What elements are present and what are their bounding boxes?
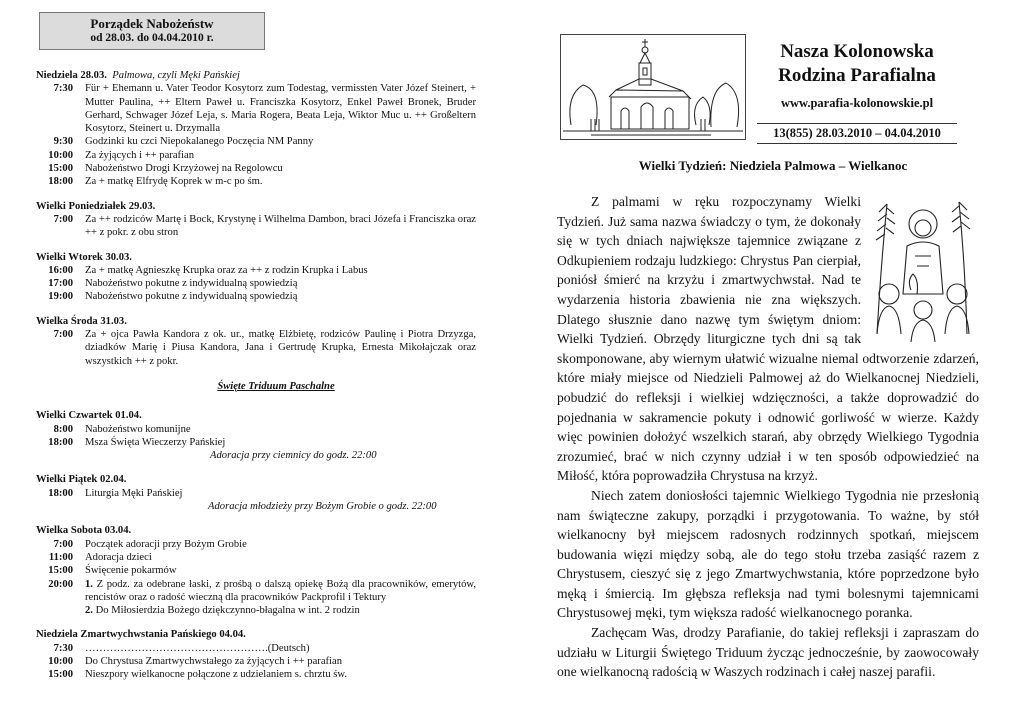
schedule-entry: 15:00 Święcenie pokarmów bbox=[48, 565, 177, 577]
article-paragraph: Zachęcam Was, drodzy Parafianie, do takiej refleksji i zapraszam do udziału w Liturgii Świętego Triduum życząc jednocześnie, by zaowocowały one wielkanocną radością w Waszych rodzinach i całej naszej parafii. bbox=[557, 625, 979, 680]
schedule-note: Adoracja młodzieży przy Bożym Grobie o godz. 22:00 bbox=[208, 501, 437, 513]
day-title: Wielka Sobota 03.04. bbox=[36, 525, 132, 537]
schedule-entry: 7:00 Za + ojca Pawła Kandora z ok. ur., matkę Elżbietę, rodziców Paulinę i Piotra Drzyzga, dziadków Marię i Piusa Kandora, Jana i Gertrudę Krupka, Ernesta Mikołajczak oraz wszystkich ++ z pokr. bbox=[53, 329, 476, 367]
day-title: Wielka Środa 31.03. bbox=[36, 315, 127, 327]
day-wednesday bbox=[36, 315, 476, 368]
schedule-entry: 18:00 Za + matkę Elfrydę Koprek w m-c po śm. bbox=[48, 176, 263, 188]
day-sunday bbox=[36, 69, 476, 189]
schedule-entry: 7:00 Początek adoracji przy Bożym Grobie bbox=[53, 538, 247, 550]
schedule-entry: 15:00 Nieszpory wielkanocne połączone z udzielaniem s. chrztu św. bbox=[48, 669, 347, 681]
schedule-entry: 17:00 Nabożeństwo pokutne z indywidualną spowiedzią bbox=[48, 278, 298, 290]
schedule-entry: 18:00 Liturgia Męki Pańskiej bbox=[48, 487, 183, 499]
triduum-heading: Święte Triduum Paschalne bbox=[217, 380, 335, 392]
day-title: Wielki Czwartek 01.04. bbox=[36, 410, 142, 422]
day-easter bbox=[36, 628, 476, 681]
masthead-line2: Rodzina Parafialna bbox=[778, 65, 936, 86]
schedule-entry: 9:30 Godzinki ku czci Niepokalanego Poczęcia NM Panny bbox=[53, 136, 314, 148]
schedule-entry: 11:00 Adoracja dzieci bbox=[48, 551, 152, 563]
schedule-entry: 7:30 Für + Ehemann u. Vater Teodor Kosytorz zum Todestag, vermissten Vater Józef Steinert, + Mutter Paulina, ++ Eltern Paweł u. Franciszka Kosytorz, Enkel Paweł Bronek, Bruder Gerhard, Schwager Józef Leja, s. Maria Rogera, Beata Leja, Wiktor Muc u. ++ Großeltern Kosytorz, Steinert u. Drzymalla bbox=[53, 83, 476, 135]
article-paragraph: Niech zatem doniosłości tajemnic Wielkiego Tygodnia nie przesłonią nam świąteczne zakupy, porządki i przygotowania. To ważne, by stół wielkanocny był miejscem radosnych rodzinnych spotkań, miejscem budowania więzi między sobą, ale do tego stołu trzeba zasiąść razem z Chrystusem, cieszyć się z jego Zmartwychwstania, które poprzedzone było męką i śmiercią. Im głębsza refleksja nad tymi bolesnymi tajemnicami Chrystusowej męki, tym większa radość wielkanocnego poranka. bbox=[557, 487, 979, 621]
article-paragraph: Z palmami w ręku rozpoczynamy Wielki Tydzień. Już sama nazwa świadczy o tym, że dokonały się w tych dniach największe tajemnice związane z Odkupieniem rodzaju ludzkiego: Chrystus Pan cierpiał, poniósł śmierć na krzyżu i zmartwychwstał. Nad te wydarzenia historia zbawienia nie zna większych. Dlatego słusznie dano nazwę tym świętym dniom: Wielki Tydzień. Obrzędy liturgiczne tych dni są tak skomponowane, aby wiernym ułatwić wizualne niemal odtworzenie zdarzeń, które miały miejsce od Niedzieli Palmowej aż do Wielkanocnej Niedzieli, pobudzić do refleksji i wielkiej wdzięczności, a także doprowadzić do pojednania w sakramencie pokuty i odnowić gorliwość w wierze. Każdy więc powinien dołożyć wszelkich starań, aby obrzędy Wielkiego Tygodnia zrozumieć, brać w nich czynny udział i w ten sposób odpowiedzieć na Miłość, która poprowadziła Chrystusa na krzyż. bbox=[557, 194, 979, 484]
day-saturday bbox=[36, 524, 476, 617]
schedule-entry: 10:00 Do Chrystusa Zmartwychwstałego za żyjących i ++ parafian bbox=[48, 655, 342, 667]
schedule-entry: 10:00 Za żyjących i ++ parafian bbox=[48, 149, 194, 161]
masthead-url: www.parafia-kolonowskie.pl bbox=[780, 96, 934, 110]
day-title: Niedziela Zmartwychwstania Pańskiego 04.04. bbox=[36, 629, 246, 641]
day-thursday bbox=[36, 409, 476, 462]
schedule-column bbox=[36, 12, 476, 682]
schedule-entry: 7:30 …………………………………………….(Deutsch) bbox=[53, 642, 310, 654]
schedule-entry: 15:00 Nabożeństwo Drogi Krzyżowej na Regolowcu bbox=[48, 163, 283, 175]
schedule-entry: 19:00 Nabożeństwo pokutne z indywidualną spowiedzią bbox=[48, 291, 298, 303]
day-title: Wielki Wtorek 30.03. bbox=[36, 251, 132, 263]
schedule-entry: 8:00 Nabożeństwo komunijne bbox=[53, 423, 191, 435]
schedule-entry: 16:00 Za + matkę Agnieszkę Krupka oraz za ++ z rodzin Krupka i Labus bbox=[48, 264, 368, 276]
schedule-entry: 7:00 Za ++ rodziców Martę i Bock, Krystynę i Wilhelma Dambon, braci Józefa i Franciszka oraz ++ z pokr. z obu stron bbox=[53, 213, 476, 239]
day-title: Wielki Piątek 02.04. bbox=[36, 474, 127, 486]
schedule-entry: 20:00 1. Z podz. za odebrane łaski, z prośbą o dalszą opiekę Bożą dla pracowników, emerytów, rencistów oraz o radość wieczną dla pracowników Packprofil i Tektury 2. Do Miłosierdzia Bożego dziękczynno-błagalna w int. 2 rodzin bbox=[48, 578, 476, 617]
schedule-dates: od 28.03. do 04.04.2010 r. bbox=[90, 32, 214, 44]
day-friday bbox=[36, 473, 476, 513]
masthead-issue: 13(855) 28.03.2010 – 04.04.2010 bbox=[757, 123, 957, 144]
day-title: Niedziela 28.03. Palmowa, czyli Męki Pańskiej bbox=[36, 70, 240, 81]
palm-sunday-illustration-icon bbox=[867, 194, 979, 344]
schedule-title: Porządek Nabożeństw bbox=[90, 16, 214, 31]
schedule-note: Adoracja przy ciemnicy do godz. 22:00 bbox=[210, 450, 377, 462]
church-drawing-icon bbox=[560, 34, 746, 140]
schedule-header bbox=[39, 12, 265, 50]
day-tuesday bbox=[36, 251, 476, 304]
schedule-entry: 18:00 Msza Święta Wieczerzy Pańskiej bbox=[48, 436, 226, 448]
day-title: Wielki Poniedziałek 29.03. bbox=[36, 200, 156, 212]
masthead bbox=[757, 40, 957, 144]
article-title: Wielki Tydzień: Niedziela Palmowa – Wielkanoc bbox=[638, 158, 908, 173]
masthead-line1: Nasza Kolonowska bbox=[780, 41, 934, 62]
article-body bbox=[557, 192, 979, 682]
day-monday bbox=[36, 200, 476, 240]
